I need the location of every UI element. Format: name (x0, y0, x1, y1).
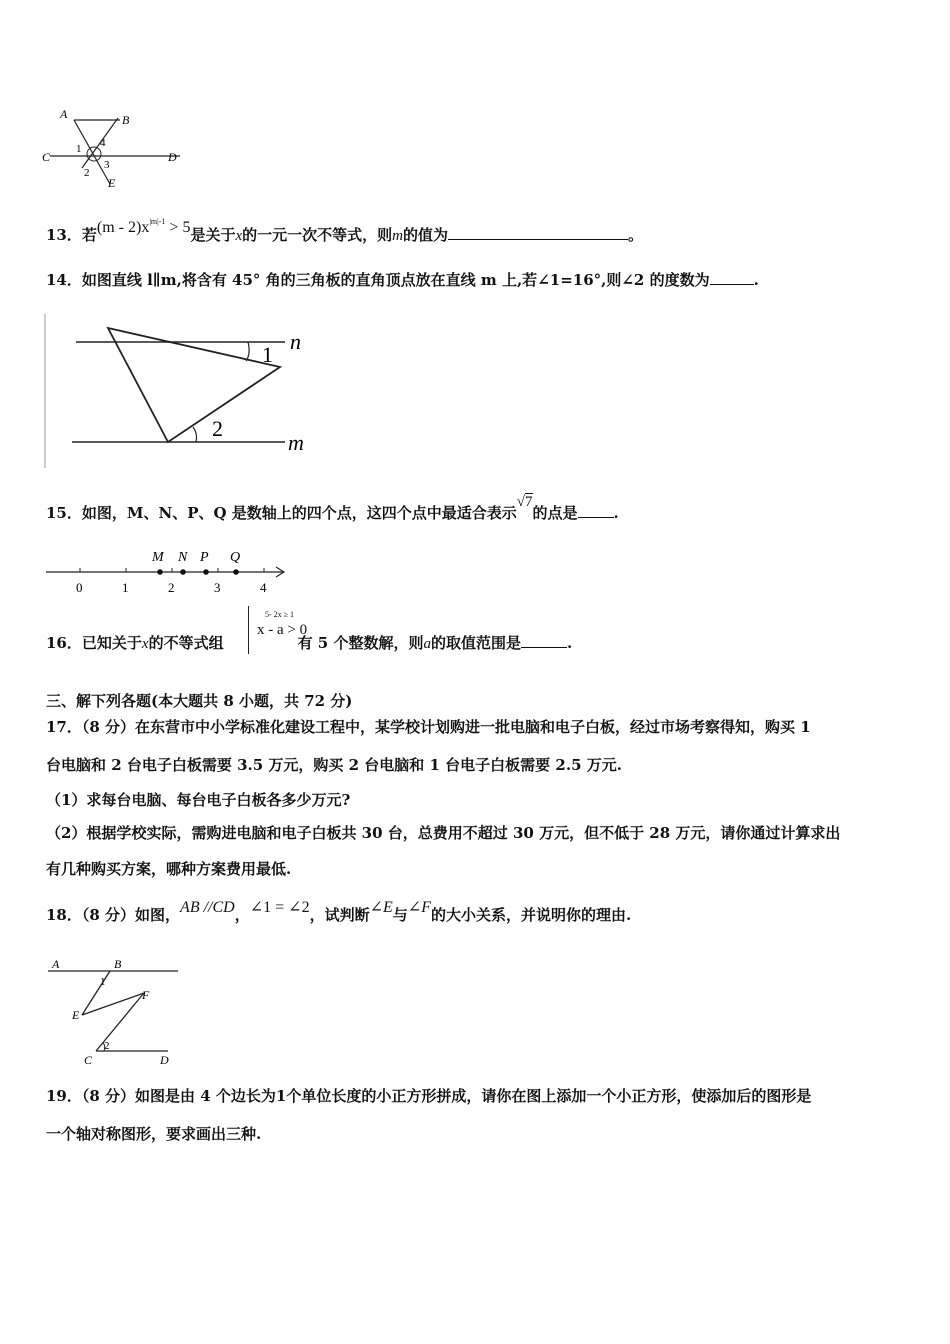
question-17-line-1: 17．（8 分）在东营市中小学标准化建设工程中，某学校计划购进一批电脑和电子白板，经过市场考察得知，购买 1 (46, 718, 811, 736)
tick-4: 4 (260, 580, 267, 595)
fig18-label-b: B (114, 957, 122, 971)
answer-blank[interactable] (448, 225, 628, 240)
fig12-label-d: D (168, 150, 177, 164)
question-17-part-2a: （2）根据学校实际，需购进电脑和电子白板共 30 台，总费用不超过 30 万元，但不低于 28 万元，请你通过计算求出 (46, 824, 841, 842)
angle-figure (40, 104, 190, 194)
question-19-line-2: 一个轴对称图形，要求画出三种. (46, 1125, 262, 1143)
point-n (180, 569, 186, 575)
fig12-label-a: A (60, 107, 68, 121)
inequality-system: 5- 2x ≥ 1 x - a > 0 (248, 606, 323, 654)
tick-0: 0 (76, 580, 83, 595)
fig18-angle-2: 2 (104, 1040, 110, 1052)
point-q (233, 569, 239, 575)
fig12-angle-1: 1 (76, 143, 82, 155)
point-label-p: P (200, 550, 209, 565)
answer-blank[interactable] (710, 270, 754, 285)
tick-2: 2 (168, 580, 175, 595)
tick-3: 3 (214, 580, 221, 595)
fig12-angle-4: 4 (100, 137, 106, 149)
fig18-angle-1: 1 (100, 976, 106, 988)
fig12-angle-3: 3 (104, 159, 110, 171)
point-label-n: N (178, 550, 188, 565)
answer-blank[interactable] (521, 633, 567, 648)
point-label-q: Q (230, 550, 241, 565)
answer-blank[interactable] (578, 503, 614, 518)
fig18-label-c: C (84, 1053, 93, 1067)
section-title: 三、解下列各题(本大题共 8 小题，共 72 分) (46, 692, 353, 710)
question-17-part-1: （1）求每台电脑、每台电子白板各多少万元? (46, 791, 351, 809)
fig18-label-a: A (52, 957, 60, 971)
fig14-label-n: n (290, 329, 301, 354)
triangle-parallel-figure (40, 310, 320, 470)
zigzag-figure (40, 955, 190, 1070)
fig14-angle-2: 2 (212, 416, 223, 441)
fig18-label-e: E (72, 1008, 80, 1022)
fig18-label-f: F (142, 988, 150, 1002)
number-line (40, 542, 300, 598)
question-16: 16．已知关于x的不等式组 有 5 个整数解，则a的取值范围是 . (46, 634, 573, 652)
tick-1: 1 (122, 580, 129, 595)
point-p (203, 569, 209, 575)
fig14-label-m: m (288, 430, 304, 455)
fig12-angle-2: 2 (84, 167, 90, 179)
question-14: 14．如图直线 l∥m,将含有 45° 角的三角板的直角顶点放在直线 m 上,若∠1=16°,则∠2 的度数为 . (46, 271, 759, 289)
question-19-line-1: 19．（8 分）如图是由 4 个边长为1个单位长度的小正方形拼成，请你在图上添加一个小正方形，使添加后的图形是 (46, 1087, 812, 1105)
question-13: 13．若$(m - 2)x^{|m|-1} > 5$是关于x的一元一次不等式，则m的值为 。 (46, 217, 644, 244)
fig12-label-e: E (108, 176, 116, 190)
fig12-label-c: C (42, 150, 51, 164)
question-17-line-2: 台电脑和 2 台电子白板需要 3.5 万元，购买 2 台电脑和 1 台电子白板需要 2.5 万元. (46, 756, 622, 774)
fig14-angle-1: 1 (262, 342, 273, 367)
question-17-part-2b: 有几种购买方案，哪种方案费用最低. (46, 860, 292, 878)
point-m (157, 569, 163, 575)
fig12-label-b: B (122, 113, 130, 127)
question-15: 15．如图，M、N、P、Q 是数轴上的四个点，这四个点中最适合表示√7的点是 . (46, 494, 619, 522)
question-18: 18．（8 分）如图，AB //CD，∠1 = ∠2，试判断∠E与∠F的大小关系，并说明你的理由. (46, 899, 632, 924)
point-label-m: M (152, 550, 164, 565)
fig18-label-d: D (160, 1053, 169, 1067)
